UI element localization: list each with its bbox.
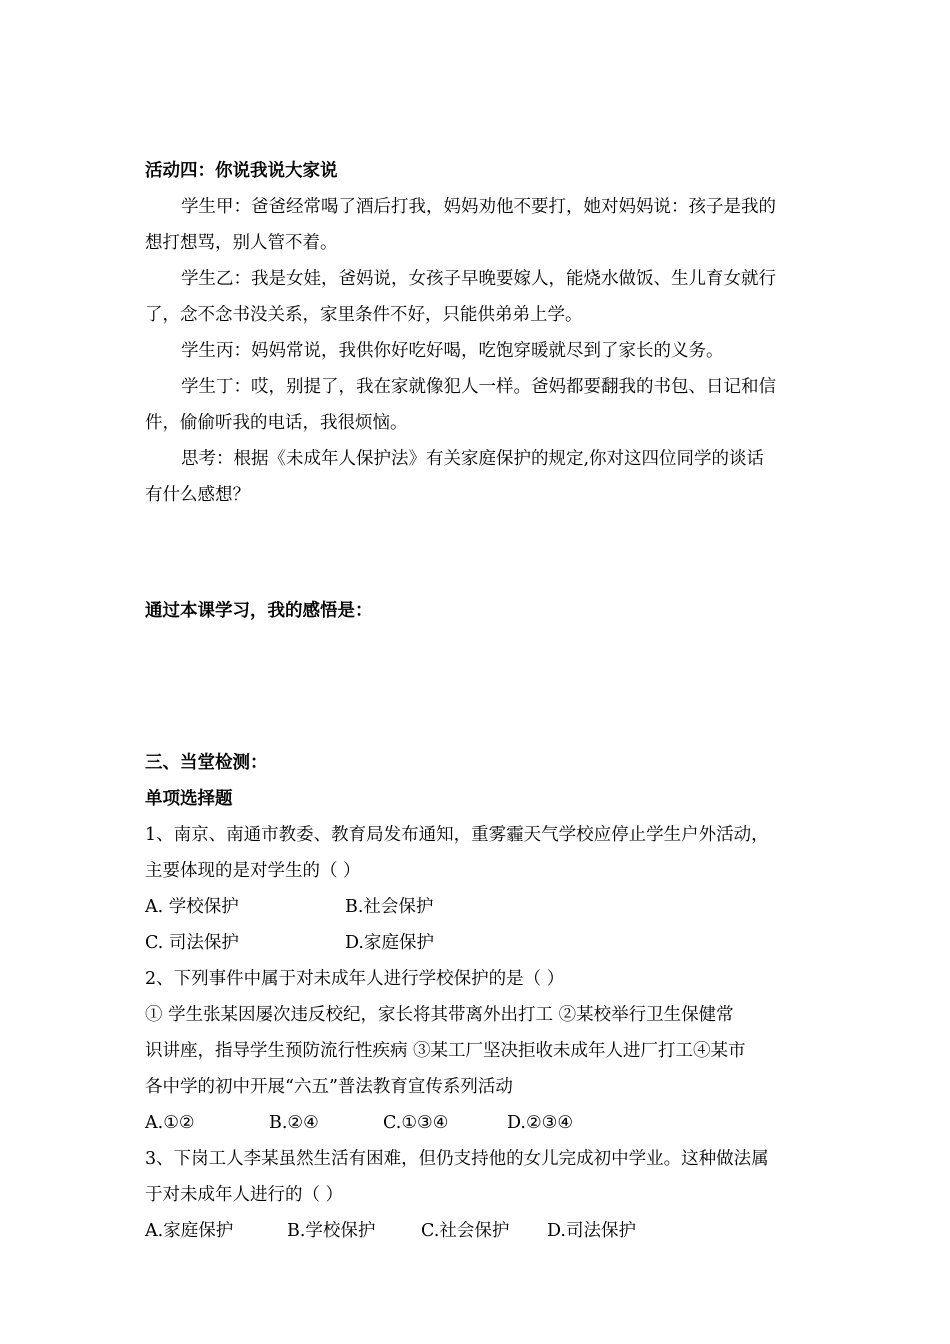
question-3-line-2: 于对未成年人进行的（ ） xyxy=(145,1185,344,1205)
question-2-line-1: 2、下列事件中属于对未成年人进行学校保护的是（ ） xyxy=(145,969,565,989)
activity-title: 活动四：你说我说大家说 xyxy=(145,161,338,181)
document-content xyxy=(145,153,810,1249)
student-b-line-2: 了，念不念书没关系，家里条件不好，只能供弟弟上学。 xyxy=(145,305,583,325)
q3-option-a: A.家庭保护 xyxy=(145,1221,234,1241)
student-a-line-1: 学生甲：爸爸经常喝了酒后打我，妈妈劝他不要打，她对妈妈说：孩子是我的 xyxy=(181,197,776,217)
spacer xyxy=(145,709,810,745)
question-1-options-row-1 xyxy=(145,889,810,925)
q1-option-d: D.家庭保护 xyxy=(345,933,434,953)
spacer xyxy=(145,513,810,593)
question-2-options xyxy=(145,1105,810,1141)
student-c-line-1: 学生丙：妈妈常说，我供你好吃好喝，吃饱穿暖就尽到了家长的义务。 xyxy=(181,341,724,361)
question-2-line-4: 各中学的初中开展“六五”普法教育宣传系列活动 xyxy=(145,1077,513,1097)
student-a-line-2: 想打想骂，别人管不着。 xyxy=(145,233,338,253)
student-d-line-2: 件，偷偷听我的电话，我很烦恼。 xyxy=(145,413,408,433)
think-line-2: 有什么感想？ xyxy=(145,485,250,505)
reflection-heading: 通过本课学习，我的感悟是： xyxy=(145,601,373,621)
q1-option-c: C. 司法保护 xyxy=(145,933,239,953)
q3-option-b: B.学校保护 xyxy=(287,1221,376,1241)
q2-option-d: D.②③④ xyxy=(507,1113,574,1133)
q2-option-b: B.②④ xyxy=(269,1113,319,1133)
question-1-options-row-2 xyxy=(145,925,810,961)
question-1-line-2: 主要体现的是对学生的（ ） xyxy=(145,861,361,881)
spacer xyxy=(145,629,810,709)
question-2-line-2: ① 学生张某因屡次违反校纪，家长将其带离外出打工 ②某校举行卫生保健常 xyxy=(145,1005,734,1025)
q2-option-a: A.①② xyxy=(145,1113,195,1133)
q3-option-c: C.社会保护 xyxy=(421,1221,510,1241)
question-1-line-1: 1、南京、南通市教委、教育局发布通知，重雾霾天气学校应停止学生户外活动， xyxy=(145,825,769,845)
q1-option-a: A. 学校保护 xyxy=(145,897,239,917)
question-3-options xyxy=(145,1213,810,1249)
q3-option-d: D.司法保护 xyxy=(547,1221,636,1241)
q2-option-c: C.①③④ xyxy=(383,1113,449,1133)
section-title: 三、当堂检测： xyxy=(145,753,268,773)
q1-option-b: B.社会保护 xyxy=(345,897,434,917)
think-line-1: 思考：根据《未成年人保护法》有关家庭保护的规定,你对这四位同学的谈话 xyxy=(181,449,765,469)
question-3-line-1: 3、下岗工人李某虽然生活有困难，但仍支持他的女儿完成初中学业。这种做法属 xyxy=(145,1149,769,1169)
section-subtitle: 单项选择题 xyxy=(145,789,233,809)
student-b-line-1: 学生乙：我是女娃，爸妈说，女孩子早晚要嫁人，能烧水做饭、生儿育女就行 xyxy=(181,269,776,289)
question-2-line-3: 识讲座，指导学生预防流行性疾病 ③某工厂坚决拒收未成年人进厂打工④某市 xyxy=(145,1041,746,1061)
student-d-line-1: 学生丁：哎，别提了，我在家就像犯人一样。爸妈都要翻我的书包、日记和信 xyxy=(181,377,776,397)
